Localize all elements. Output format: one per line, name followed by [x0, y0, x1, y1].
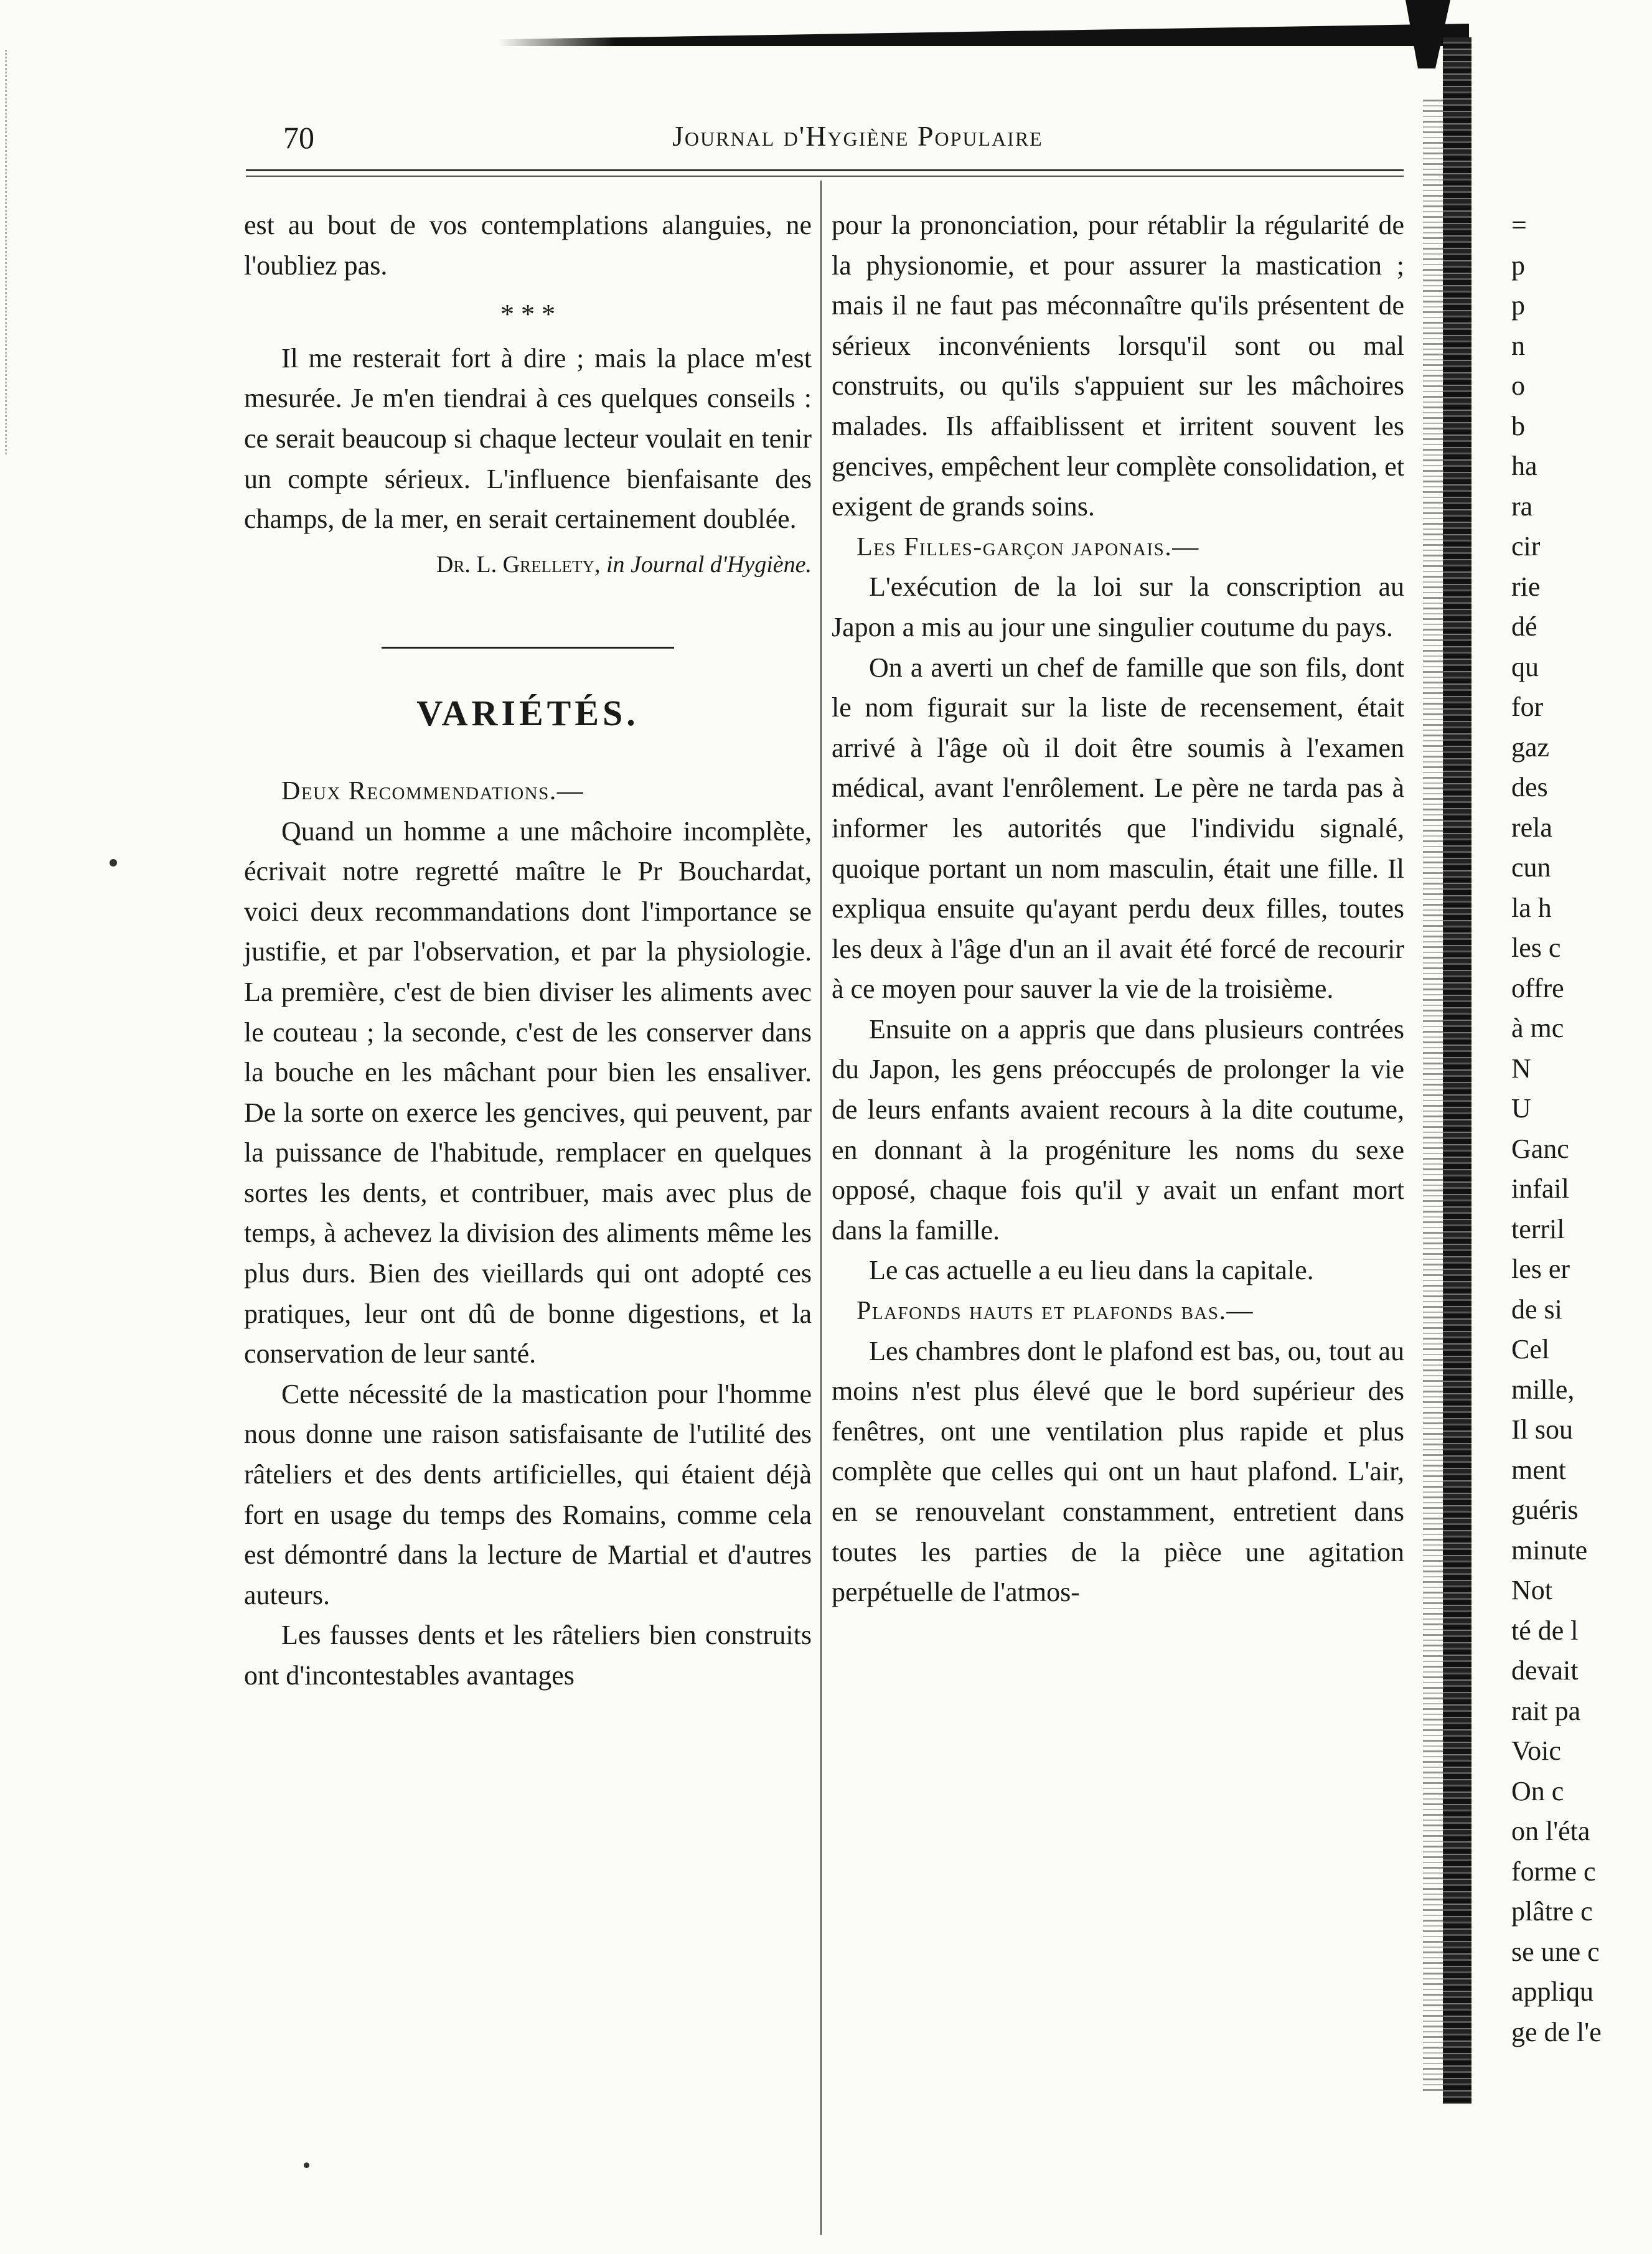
next-page-fragment: qu	[1511, 651, 1539, 682]
next-page-fragment: U	[1511, 1093, 1531, 1124]
page-binding-edge	[1443, 37, 1471, 2104]
column-divider	[820, 181, 822, 2235]
running-title: Journal d'Hygiène Populaire	[672, 120, 1043, 152]
paragraph: L'exécution de la loi sur la conscription au Japon a mis au jour une singulier coutume du pays.	[832, 571, 1404, 642]
next-page-fragment: des	[1511, 772, 1548, 802]
right-column	[832, 205, 1404, 1613]
left-margin-marks	[5, 50, 32, 454]
next-page-fragment: o	[1511, 370, 1525, 401]
paragraph: pour la prononciation, pour rétablir la régularité de la physionomie, et pour assurer la mastication ; mais il ne faut pas méconnaître qu'ils présentent de sérieux inconvénients lorsqu'il sont ou mal construits, ou qu'ils s'appuient sur les mâchoires malades. Ils affaiblissent et irritent souvent les gencives, empêchent leur complète consolidation, et exigent de grands soins.	[832, 210, 1405, 522]
next-page-fragment: devait	[1511, 1655, 1579, 1686]
next-page-fragment: forme c	[1511, 1856, 1596, 1887]
next-page-fragment: for	[1511, 692, 1544, 722]
next-page-fragment: =	[1511, 210, 1527, 240]
next-page-fragment: plâtre c	[1511, 1896, 1593, 1927]
next-page-fragment: infail	[1511, 1173, 1569, 1204]
paragraph: Quand un homme a une mâchoire incomplète, écrivait notre regretté maître le Pr Bouchardat, voici deux recommandations dont l'importance se justifie, et par l'observation, et par la physiologie. La première, c'est de bien diviser les aliments avec le couteau ; la seconde, c'est de les conserver dans la bouche en les mâchant pour bien les ensaliver. De la sorte on exerce les gencives, qui peuvent, par la puissance de l'habitude, remplacer en quelques sortes les dents, et contribuer, mais avec plus de temps, à achevez la division des aliments même les plus durs. Bien des vieillards qui ont adopté ces pratiques, leur ont dû de bonne digestions, et la conservation de leur santé.	[244, 815, 812, 1369]
header-rule	[246, 176, 1404, 177]
next-page-fragment: appliqu	[1511, 1976, 1593, 2007]
next-page-fragment: la h	[1511, 892, 1552, 923]
next-page-fragment: dé	[1511, 611, 1537, 642]
next-page-fragment: à mc	[1511, 1013, 1564, 1043]
article-heading: Deux Recommendations.—	[281, 776, 584, 805]
next-page-fragment: rie	[1511, 571, 1541, 602]
next-page-fragment: On c	[1511, 1775, 1564, 1806]
next-page-fragment: p	[1511, 290, 1525, 321]
next-page-fragment: Voic	[1511, 1735, 1561, 1766]
next-page-fragment: les er	[1511, 1254, 1570, 1284]
signature-source: in Journal d'Hygiène.	[606, 551, 812, 578]
next-page-fragment: N	[1511, 1053, 1531, 1084]
next-page-fragment: ha	[1511, 451, 1537, 481]
paragraph: Ensuite on a appris que dans plusieurs contrées du Japon, les gens préoccupés de prolonger la vie de leurs enfants avaient recours à la dite coutume, en donnant à la progéniture les noms du sexe opposé, chaque fois qu'il y avait un enfant mort dans la famille.	[832, 1013, 1404, 1246]
ink-speck	[304, 2162, 309, 2168]
next-page-fragment: ment	[1511, 1454, 1566, 1485]
next-page-fragment: rait pa	[1511, 1695, 1581, 1726]
next-page-fragment: offre	[1511, 972, 1564, 1003]
next-page-fragment: se une c	[1511, 1936, 1600, 1967]
ink-speck	[110, 859, 117, 866]
next-page-fragment: Il sou	[1511, 1414, 1573, 1445]
paragraph: Cette nécessité de la mastication pour l'homme nous donne une raison satisfaisante de l'utilité des râteliers et des dents artificielles, qui étaient déjà fort en usage du temps des Romains, comme cela est démontré dans la lecture de Martial et d'autres auteurs.	[244, 1378, 812, 1610]
paragraph: Les fausses dents et les râteliers bien construits ont d'incontestables avantages	[244, 1620, 812, 1691]
next-page-fragment: mille,	[1511, 1374, 1575, 1405]
left-column	[244, 205, 812, 1696]
page-number: 70	[283, 120, 314, 155]
next-page-fragment: guéris	[1511, 1495, 1579, 1525]
next-page-fragment: on l'éta	[1511, 1816, 1590, 1846]
next-page-fragment: Not	[1511, 1575, 1552, 1605]
next-page-fragment: terril	[1511, 1213, 1565, 1244]
signature	[244, 545, 812, 585]
scan-shadow-top	[498, 24, 1469, 46]
paragraph: Les chambres dont le plafond est bas, ou, tout au moins n'est plus élevé que le bord supérieur des fenêtres, ont une ventilation plus rapide et plus complète que celles qui ont un haut plafond. L'air, en se renouvelant constamment, entretient dans toutes les parties de la pièce une agitation perpétuelle de l'atmos-	[832, 1335, 1404, 1608]
next-page-fragment: rela	[1511, 812, 1552, 843]
article-heading: Les Filles-garçon japonais.—	[857, 532, 1199, 561]
paragraph: Il me resterait fort à dire ; mais la place m'est mesurée. Je m'en tiendrai à ces quelques conseils : ce serait beaucoup si chaque lecteur voulait en tenir un compte sérieux. L'influence bienfaisante des champs, de la mer, en serait certainement doublée.	[244, 342, 812, 535]
next-page-fragment-column	[1511, 205, 1652, 2052]
signature-author: Dr. L. Grellety,	[436, 551, 601, 578]
next-page-fragment: b	[1511, 410, 1525, 441]
section-stars: * * *	[500, 299, 555, 330]
paragraph: est au bout de vos contemplations alanguies, ne l'oubliez pas.	[244, 210, 812, 281]
next-page-fragment: cir	[1511, 531, 1541, 561]
paragraph: On a averti un chef de famille que son fils, dont le nom figurait sur la liste de recensement, était arrivé à l'âge où il doit être soumis à l'examen médical, avant l'enrôlement. Le père ne tarda pas à informer les autorités que l'individu signalé, quoique portant un nom masculin, était une fille. Il expliqua ensuite qu'ayant perdu deux filles, toutes les deux à l'âge d'un an il avait été forcé de recourir à ce moyen pour sauver la vie de la troisième.	[832, 652, 1404, 1005]
header-rule	[246, 169, 1404, 171]
next-page-fragment: cun	[1511, 852, 1551, 883]
article-heading: Plafonds hauts et plafonds bas.—	[857, 1297, 1254, 1326]
section-rule	[382, 647, 674, 649]
next-page-fragment: de si	[1511, 1294, 1562, 1325]
next-page-fragment: ge de l'e	[1511, 2016, 1602, 2047]
page-binding-shadow	[1423, 100, 1444, 2092]
next-page-fragment: Ganc	[1511, 1133, 1569, 1164]
paragraph: Le cas actuelle a eu lieu dans la capitale.	[869, 1255, 1314, 1286]
next-page-fragment: minute	[1511, 1534, 1588, 1566]
next-page-fragment: les c	[1511, 932, 1561, 963]
next-page-fragment: Cel	[1511, 1334, 1550, 1364]
next-page-fragment: té de l	[1511, 1615, 1579, 1646]
section-title: VARIÉTÉS.	[416, 693, 639, 734]
next-page-fragment: n	[1511, 330, 1525, 361]
next-page-fragment: p	[1511, 250, 1525, 281]
next-page-fragment: gaz	[1511, 731, 1550, 763]
next-page-fragment: ra	[1511, 491, 1533, 522]
